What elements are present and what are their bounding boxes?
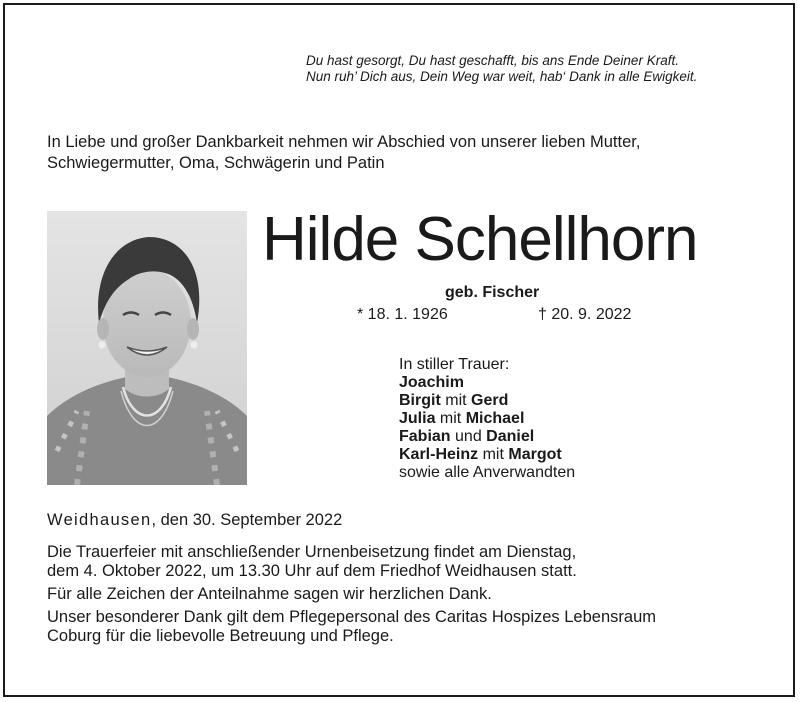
mourners-list [399, 356, 575, 482]
paragraph-line: Für alle Zeichen der Anteilnahme sagen wir herzlichen Dank. [47, 585, 492, 603]
list-item [399, 446, 575, 464]
mourner-name: Michael [465, 410, 525, 427]
paragraph-line: dem 4. Oktober 2022, um 13.30 Uhr auf dem Friedhof Weidhausen statt. [47, 562, 577, 580]
mourner-name: Julia [399, 410, 436, 427]
mourner-name: Joachim [399, 374, 464, 391]
mourners-heading: In stiller Trauer: [399, 356, 510, 373]
poem [306, 53, 697, 85]
intro-line: Schwiegermutter, Oma, Schwägerin und Patin [47, 154, 385, 172]
portrait-photo [47, 211, 247, 485]
date-text: , den 30. September 2022 [151, 511, 343, 529]
mourner-name: Karl-Heinz [399, 446, 479, 463]
portrait-illustration [47, 211, 247, 485]
death-date: † 20. 9. 2022 [538, 306, 632, 323]
list-item [399, 392, 575, 410]
connector: und [455, 428, 482, 445]
intro-text [47, 132, 640, 174]
deceased-name: Hilde Schellhorn [262, 205, 698, 274]
paragraph-line: Coburg für die liebevolle Betreuung und Pflege. [47, 627, 394, 645]
mourner-name: Gerd [471, 392, 509, 409]
paragraph-line: Die Trauerfeier mit anschließender Urnenbeisetzung findet am Dienstag, [47, 543, 577, 561]
intro-line: In Liebe und großer Dankbarkeit nehmen wir Abschied von unserer lieben Mutter, [47, 133, 641, 151]
place-city: Weidhausen [47, 511, 152, 529]
list-item [399, 428, 575, 446]
poem-line: Nun ruh’ Dich aus, Dein Weg war weit, hab‘ Dank in alle Ewigkeit. [306, 69, 698, 84]
list-item [399, 374, 575, 392]
mourner-name: Daniel [486, 428, 535, 445]
mourners-closing: sowie alle Anverwandten [399, 464, 576, 481]
birth-name: geb. Fischer [445, 284, 540, 301]
connector: mit [445, 392, 467, 409]
connector: mit [482, 446, 504, 463]
paragraph-line: Unser besonderer Dank gilt dem Pflegepersonal des Caritas Hospizes Lebensraum [47, 608, 656, 626]
mourner-name: Margot [508, 446, 562, 463]
poem-line: Du hast gesorgt, Du hast geschafft, bis ans Ende Deiner Kraft. [306, 53, 679, 68]
place-date [47, 511, 342, 530]
list-item [399, 410, 575, 428]
connector: mit [439, 410, 462, 427]
mourner-name: Birgit [399, 392, 441, 409]
mourner-name: Fabian [399, 428, 451, 445]
birth-date: * 18. 1. 1926 [357, 306, 448, 323]
closing-paragraphs [47, 543, 656, 646]
